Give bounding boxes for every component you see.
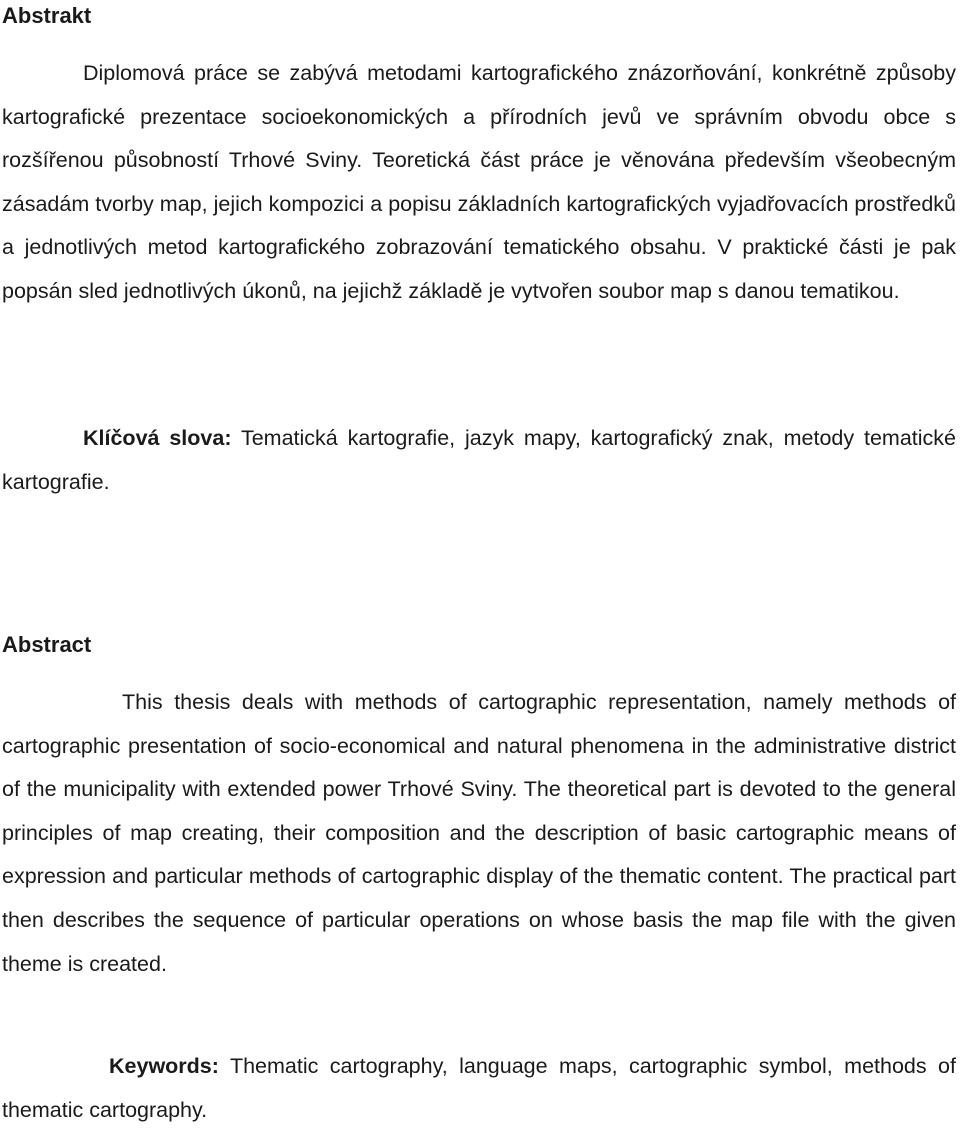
czech-keywords-paragraph [2, 417, 956, 504]
czech-abstract-paragraph: Diplomová práce se zabývá metodami kartografického znázorňování, konkrétně způsoby kartografické prezentace socioekonomických a přírodních jevů ve správním obvodu obce s rozšířenou působností Trhové Sviny. Teoretická část práce je věnována především všeobecným zásadám tvorby map, jejich kompozici a popisu základních kartografických vyjadřovacích prostředků a jednotlivých metod kartografického zobrazování tematického obsahu. V praktické části je pak popsán sled jednotlivých úkonů, na jejichž základě je vytvořen soubor map s danou tematikou. [2, 61, 956, 303]
english-keywords-text: Thematic cartography, language maps, cartographic symbol, methods of thematic cartography. [2, 1054, 956, 1122]
english-abstract-paragraph: This thesis deals with methods of cartographic representation, namely methods of cartographic presentation of socio-economical and natural phenomena in the administrative district of the municipality with extended power Trhové Sviny. The theoretical part is devoted to the general principles of map creating, their composition and the description of basic cartographic means of expression and particular methods of cartographic display of the thematic content. The practical part then describes the sequence of particular operations on whose basis the map file with the given theme is created. [2, 690, 956, 976]
english-keywords-paragraph [2, 1045, 956, 1132]
czech-abstract-heading: Abstrakt [2, 3, 92, 28]
english-abstract-heading: Abstract [2, 632, 92, 657]
english-keywords-label: Keywords: [109, 1054, 219, 1078]
czech-keywords-text: Tematická kartografie, jazyk mapy, kartografický znak, metody tematické kartografie. [2, 426, 956, 494]
czech-keywords-label: Klíčová slova: [83, 426, 232, 450]
